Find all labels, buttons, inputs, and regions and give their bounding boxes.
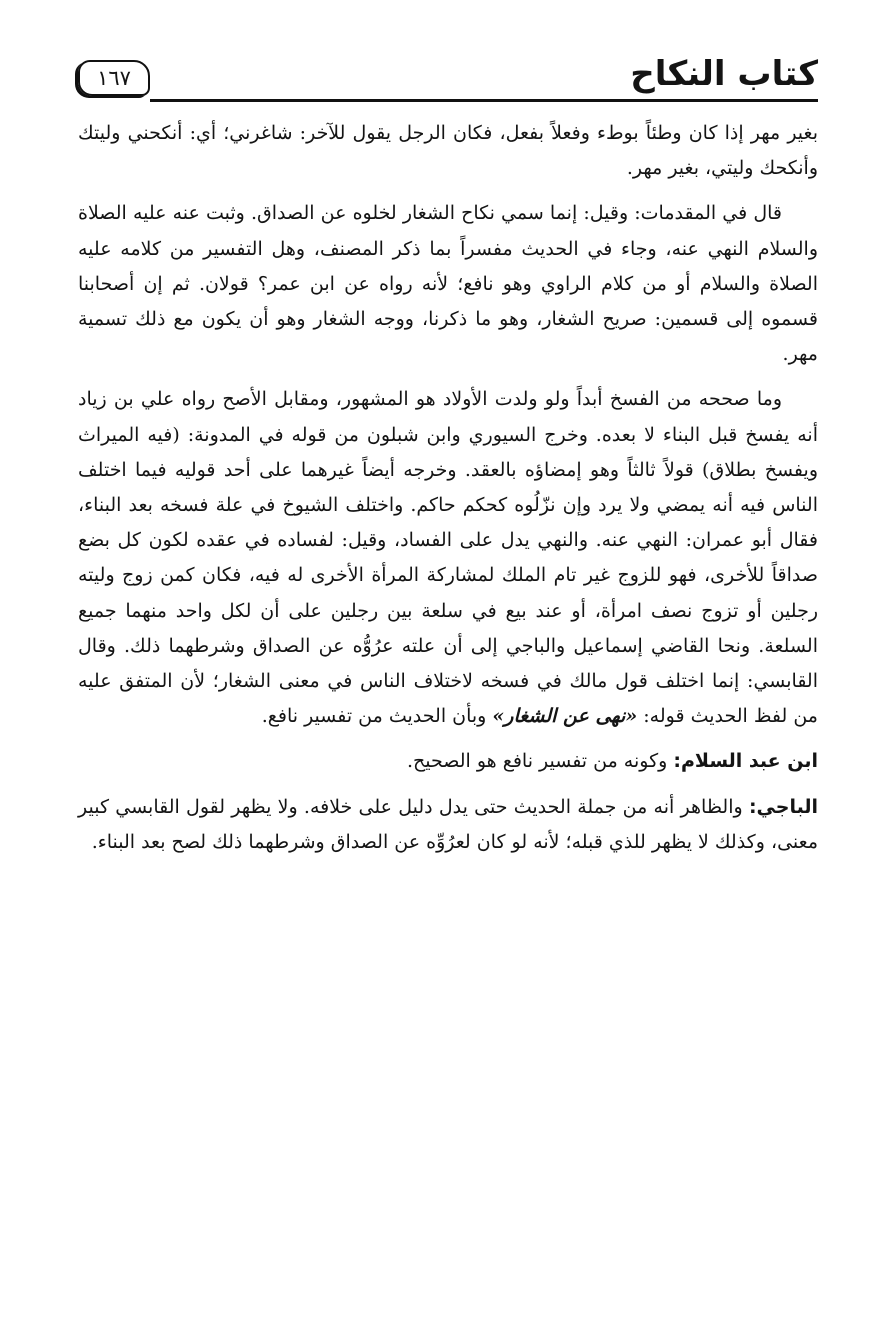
paragraph-1-text: بغير مهر إذا كان وطئاً بوطء وفعلاً بفعل، فكان الرجل يقول للآخر: شاغرني؛ أي: أنكحني وليتك وأنكحك وليتي، بغير مهر.	[78, 122, 818, 180]
running-title: كتاب النكاح	[630, 54, 818, 94]
page-body	[78, 116, 818, 860]
paragraph-3-after: وبأن الحديث من تفسير نافع.	[261, 705, 487, 728]
paragraph-2-text: قال في المقدمات: وقيل: إنما سمي نكاح الشغار لخلوه عن الصداق. وثبت عنه عليه الصلاة والسلام النهي عنه، وجاء في الحديث مفسراً بما ذكر المصنف، وهل التفسير من كلامه عليه الصلاة والسلام أو من كلام الراوي وهو نافع؛ لأنه رواه عن ابن عمر؟ قولان. ثم إن أصحابنا قسموه إلى قسمين: صريح الشغار، وهو ما ذكرنا، ووجه الشغار وهو أن يكون مع ذلك تسمية مهر.	[78, 202, 818, 366]
paragraph-5-text: والظاهر أنه من جملة الحديث حتى يدل دليل على خلافه. ولا يظهر لقول القابسي كبير معنى، وكذلك لا يظهر للذي قبله؛ لأنه لو كان لعرُوِّه عن الصداق وشرطهما ذلك لصح بعد البناء.	[78, 795, 818, 853]
paragraph-1	[78, 116, 818, 186]
header-rule	[150, 99, 818, 102]
speaker-ibn-abd-salam: ابن عبد السلام:	[673, 750, 818, 773]
paragraph-3-text: وما صححه من الفسخ أبداً ولو ولدت الأولاد هو المشهور، ومقابل الأصح رواه علي بن زياد أنه يفسخ قبل البناء لا بعده. وخرج السيوري وابن شبلون من قوله في المدونة: (فيه الميراث ويفسخ بطلاق) قولاً ثالثاً وهو إمضاؤه بالعقد. وخرجه أيضاً غيرهما على أحد قوليه فيما اختلف الناس فيه أنه يمضي ولا يرد وإن نزّلُوه كحكم حاكم. واختلف الشيوخ في علة فسخه بعد البناء، فقال أبو عمران: النهي عنه. والنهي يدل على الفساد، وقيل: لفساده في عقده لكون كل بضع صداقاً للأخرى، فهو للزوج غير تام الملك لمشاركة المرأة الأخرى له فيه، فكان كمن زوج وليته رجلين أو تزوج نصف امرأة، أو عند بيع في سلعة بين رجلين على أن لكل واحد منهما جميع السلعة. ونحا القاضي إسماعيل والباجي إلى أن علته عرُوُّه عن الصداق وشرطهما ذلك. وقال القابسي: إنما اختلف قول مالك في فسخه لاختلاف الناس في معنى الشغار؛ لأن المتفق عليه من لفظ الحديث قوله:	[78, 388, 818, 728]
hadith-quote: «نهى عن الشغار»	[492, 705, 638, 728]
paragraph-4	[78, 744, 818, 779]
page-header	[78, 52, 818, 102]
paragraph-2	[78, 196, 818, 372]
speaker-al-baji: الباجي:	[748, 795, 818, 818]
paragraph-5	[78, 790, 818, 860]
book-page	[78, 52, 818, 860]
paragraph-4-text: وكونه من تفسير نافع هو الصحيح.	[406, 750, 668, 773]
page-number: ١٦٧	[78, 60, 150, 96]
paragraph-3	[78, 382, 818, 734]
